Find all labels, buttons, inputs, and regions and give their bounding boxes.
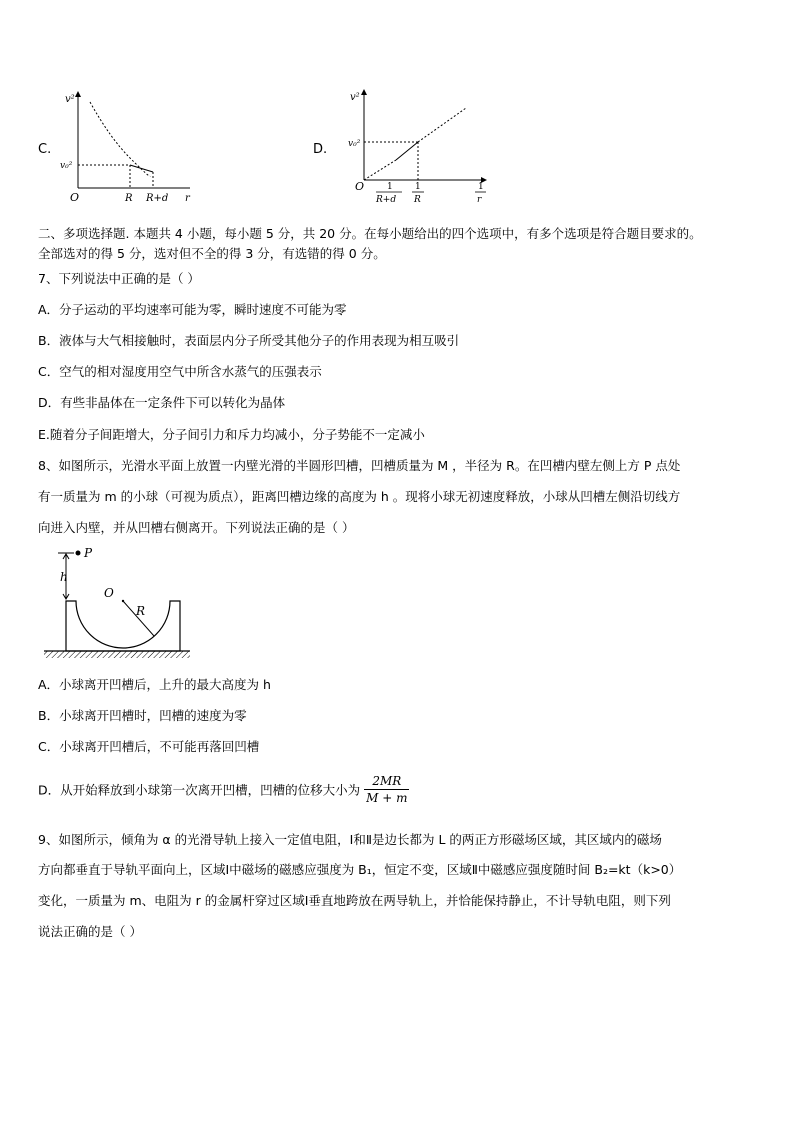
solid-segment — [396, 142, 418, 160]
tick2-den: R — [414, 195, 421, 205]
q9-stem-line1: 9、如图所示，倾角为 α 的光滑导轨上接入一定值电阻，Ⅰ和Ⅱ是边长都为 L 的两正方形磁场区域，其区域内的磁场 — [38, 832, 662, 847]
q8-stem-line1: 8、如图所示，光滑水平面上放置一内壁光滑的半圆形凹槽，凹槽质量为 M ，半径为 R。在凹槽内壁左侧上方 P 点处 — [38, 458, 681, 473]
dashed-line-high — [418, 108, 466, 142]
q8-figure — [40, 545, 194, 663]
graph-d — [338, 86, 498, 208]
q8-option-d-fraction — [364, 773, 409, 806]
center-label: O — [104, 586, 114, 600]
q7-option-c: C．空气的相对湿度用空气中所含水蒸气的压强表示 — [38, 364, 322, 379]
tick1-num: 1 — [387, 182, 393, 192]
q9-stem-line4: 说法正确的是（ ） — [38, 924, 142, 939]
option-d-label: D. — [313, 142, 328, 157]
q9-stem-line3: 变化，一质量为 m、电阻为 r 的金属杆穿过区域Ⅰ垂直地跨放在两导轨上，并恰能保持静止，不计导轨电阻，则下列 — [38, 893, 671, 908]
dashed-line-low — [364, 160, 396, 180]
graph-c — [58, 88, 208, 206]
tick-rd-label: R+d — [146, 193, 169, 204]
section-2-instructions-line2: 全部选对的得 5 分，选对但不全的得 3 分，有选错的得 0 分。 — [38, 246, 386, 261]
tick2-num: 1 — [415, 182, 421, 192]
q8-stem-line3: 向进入内壁，并从凹槽右侧离开。下列说法正确的是（ ） — [38, 520, 355, 535]
v0-label: v₀² — [348, 139, 361, 149]
q8-stem-line2: 有一质量为 m 的小球（可视为质点），距离凹槽边缘的高度为 h 。现将小球无初速度释放，小球从凹槽左侧沿切线方 — [38, 489, 681, 504]
tick-r-label: R — [125, 193, 133, 204]
q8-option-b: B．小球离开凹槽时，凹槽的速度为零 — [38, 708, 247, 723]
q7-option-b: B．液体与大气相接触时，表面层内分子所受其他分子的作用表现为相互吸引 — [38, 333, 460, 348]
q7-option-e: E.随着分子间距增大，分子间引力和斥力均减小，分子势能不一定减小 — [38, 427, 425, 442]
p-label: P — [84, 546, 93, 560]
q8-option-a: A．小球离开凹槽后，上升的最大高度为 h — [38, 677, 271, 692]
q8-option-d-text: D．从开始释放到小球第一次离开凹槽，凹槽的位移大小为 — [38, 782, 361, 798]
h-label: h — [60, 570, 68, 584]
v0-label: v₀² — [60, 161, 73, 171]
x-num: 1 — [478, 182, 484, 192]
tick1-den: R+d — [376, 195, 397, 205]
fraction-denominator: M + m — [366, 791, 408, 805]
origin-label: O — [70, 191, 80, 204]
option-c-label: C. — [38, 142, 52, 157]
ground-hatch — [44, 651, 190, 658]
q8-option-c: C．小球离开凹槽后，不可能再落回凹槽 — [38, 739, 260, 754]
radius-label: R — [136, 604, 146, 618]
point-p — [76, 551, 81, 556]
q7-option-a: A．分子运动的平均速率可能为零，瞬时速度不可能为零 — [38, 302, 347, 317]
origin-label: O — [355, 180, 365, 193]
solid-curve — [130, 165, 153, 172]
q7-option-d: D．有些非晶体在一定条件下可以转化为晶体 — [38, 395, 286, 410]
x-den: r — [477, 195, 482, 205]
x-axis-label: r — [185, 193, 190, 204]
section-2-instructions-line1: 二、多项选择题. 本题共 4 小题，每小题 5 分，共 20 分。在每小题给出的四个选项中，有多个选项是符合题目要求的。 — [38, 226, 702, 241]
q9-stem-line2: 方向都垂直于导轨平面向上，区域Ⅰ中磁场的磁感应强度为 B₁，恒定不变，区域Ⅱ中磁感应强度随时间 B₂=kt（k>0） — [38, 862, 682, 877]
q7-stem: 7、下列说法中正确的是（ ） — [38, 271, 200, 286]
trough — [66, 601, 180, 651]
y-axis-label: v² — [350, 92, 360, 103]
q8-option-d — [38, 773, 409, 806]
y-axis-label: v² — [65, 94, 75, 105]
fraction-numerator: 2MR — [364, 773, 409, 790]
